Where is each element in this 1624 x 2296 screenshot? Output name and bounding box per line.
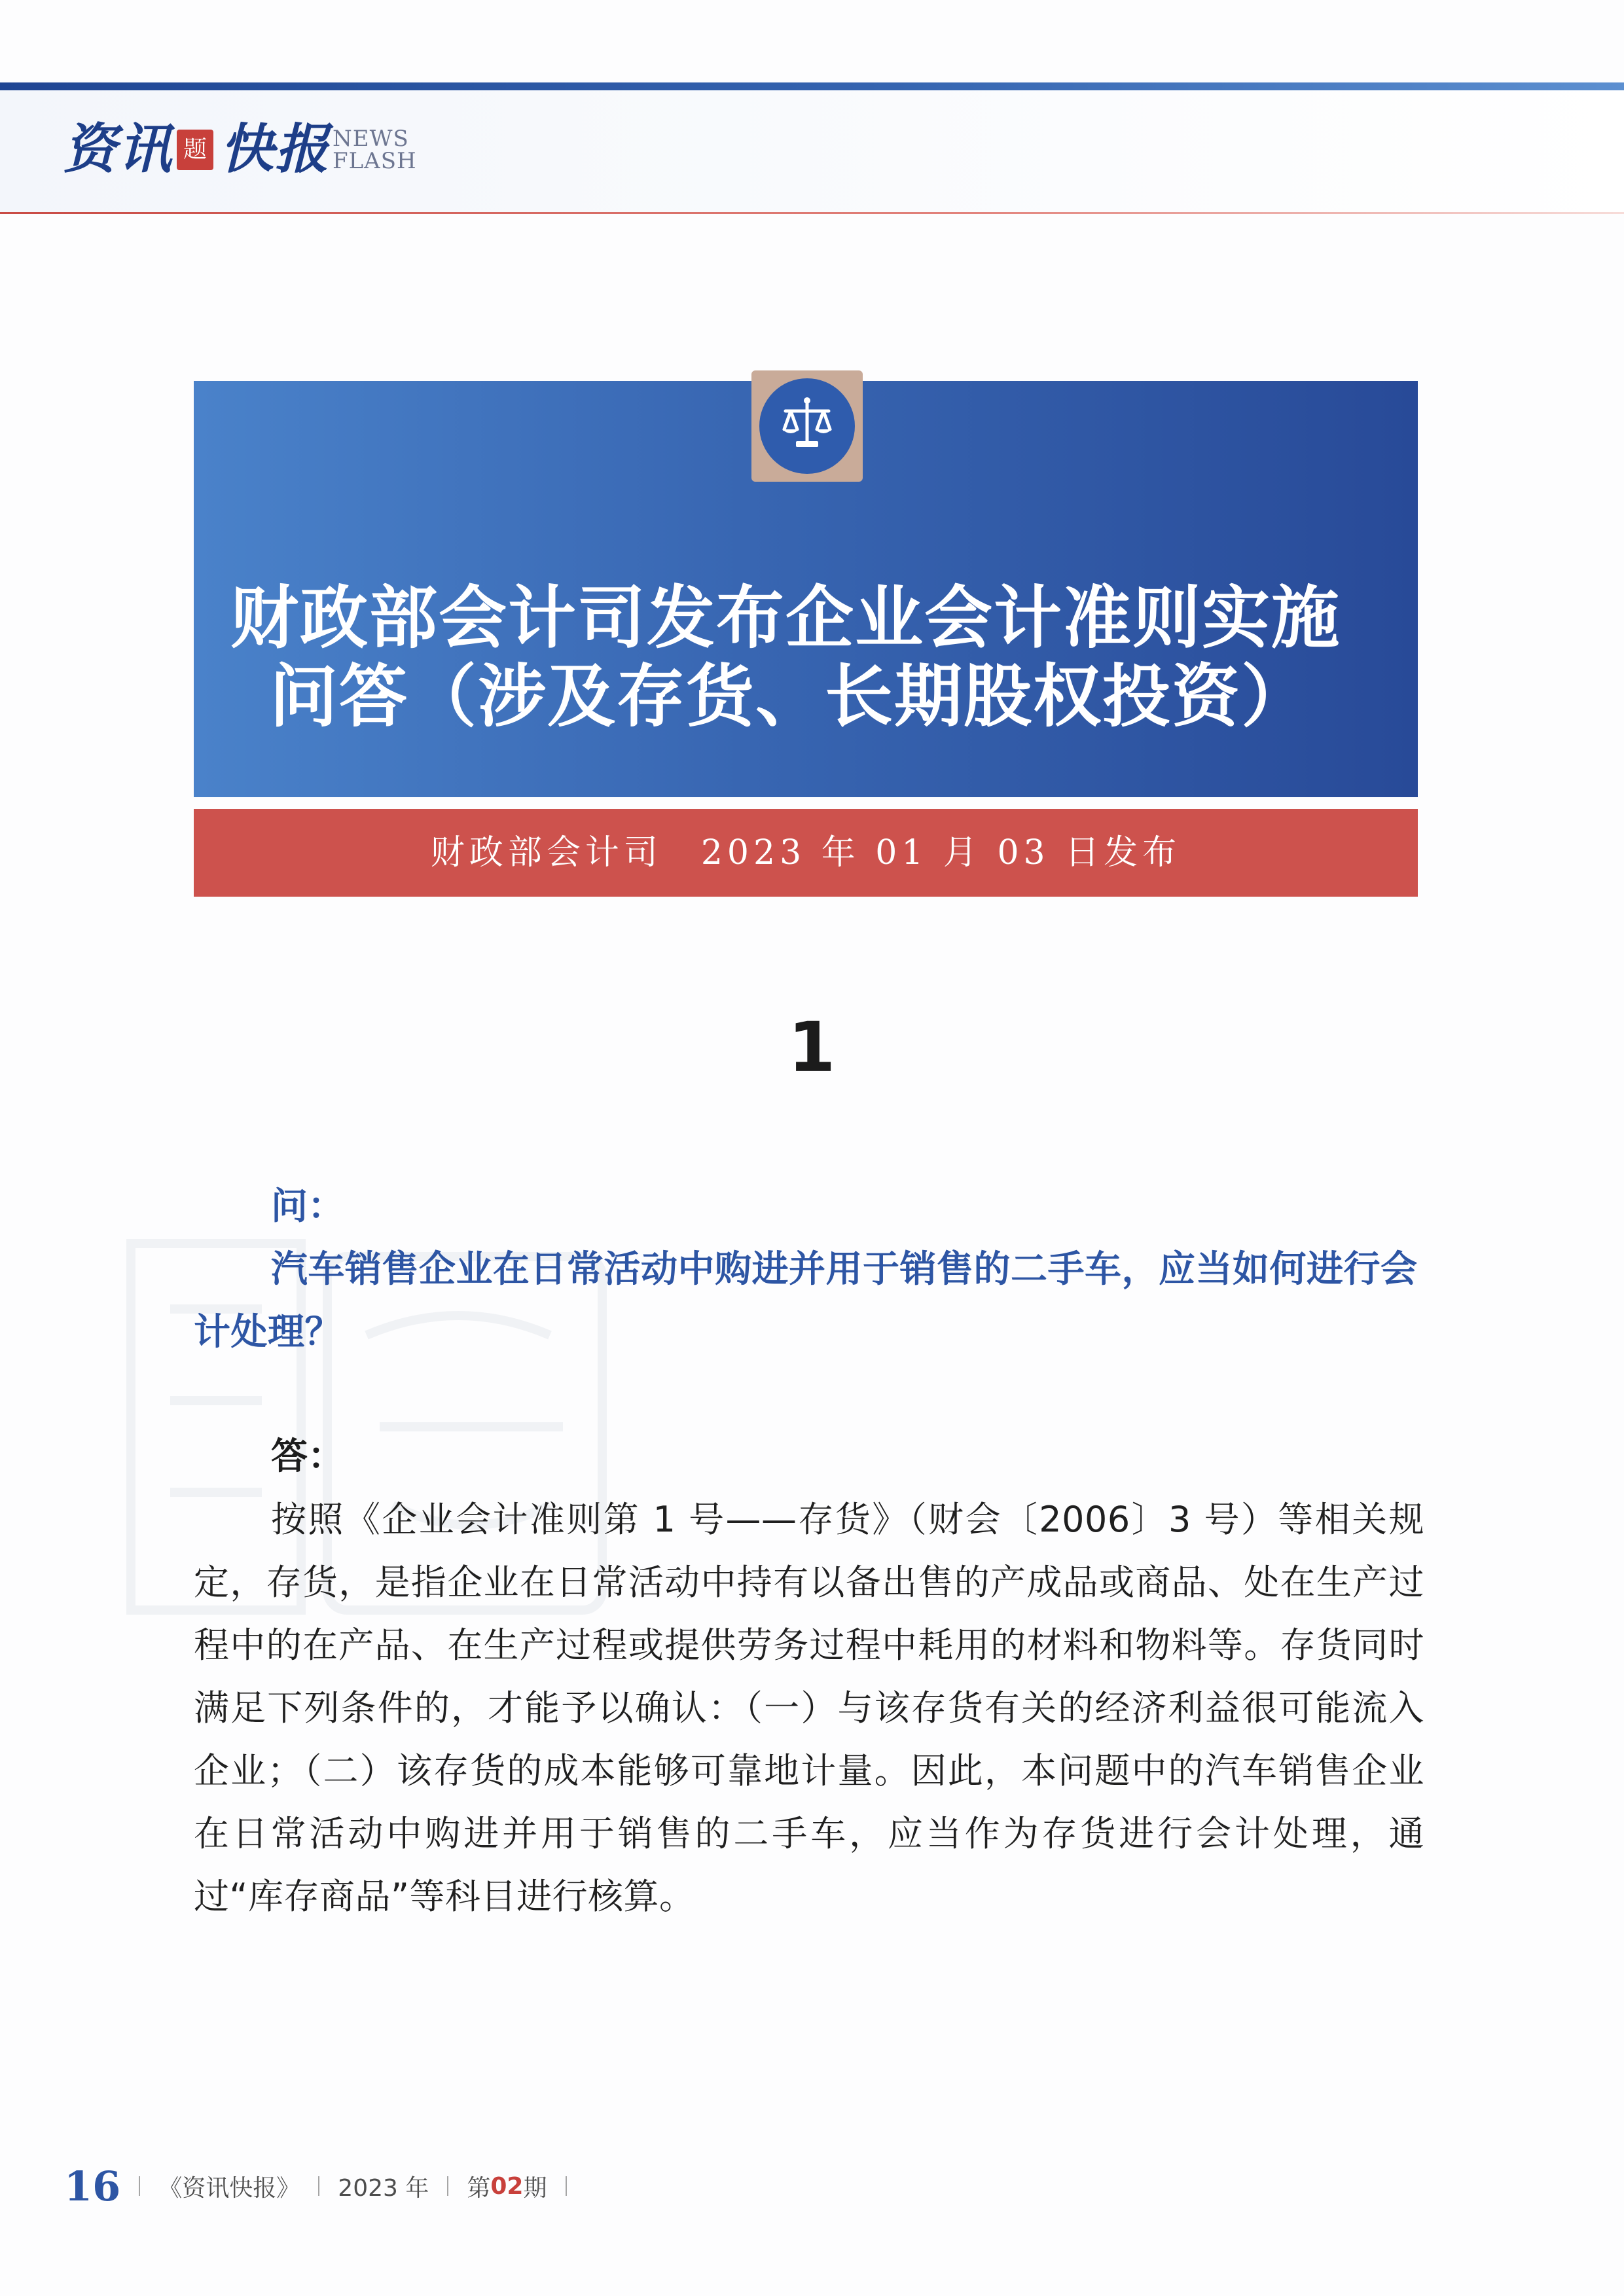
page-footer (64, 2160, 585, 2212)
answer-label: 答： (271, 1435, 344, 1478)
source-line: 财政部会计司 2023 年 01 月 03 日发布 (430, 833, 1182, 872)
page-number: 16 (64, 2162, 121, 2210)
header-bottom-rule (0, 212, 1624, 214)
footer-divider (566, 2176, 567, 2196)
footer-publication: 《资讯快报》 (158, 2174, 300, 2202)
header-top-rule (0, 82, 1624, 90)
logo-seal: 题 (177, 130, 213, 170)
section-number: 1 (787, 1007, 836, 1087)
logo-english-line2: FLASH (333, 148, 417, 174)
title-line-2: 问答（涉及存货、长期股权投资） (270, 656, 1311, 736)
footer-divider (318, 2176, 319, 2196)
footer-issue-suffix: 期 (523, 2174, 547, 2202)
footer-divider (139, 2176, 140, 2196)
footer-issue-prefix: 第 (467, 2174, 491, 2202)
title-line-1: 财政部会计司发布企业会计准则实施 (230, 578, 1341, 658)
question-label: 问： (271, 1185, 344, 1228)
logo-text-part2: 快报 (220, 118, 330, 181)
footer-year: 2023 年 (338, 2174, 429, 2202)
answer-text: 按照《企业会计准则第 1 号——存货》（财会〔2006〕3 号）等相关规定，存货，是指企业在日常活动中持有以备出售的产成品或商品、处在生产过程中的在产品、在生产过程或提供劳务过程中耗用的材料和物料等。存货同时满足下列条件的，才能予以确认：（一）与该存货有关的经济利益很可能流入企业；（二）该存货的成本能够可靠地计量。因此，本问题中的汽车销售企业在日常活动中购进并用于销售的二手车，应当作为存货进行会计处理，通过“库存商品”等科目进行核算。 (194, 1499, 1424, 1917)
footer-issue-number: 02 (490, 2172, 524, 2200)
logo-english-line1: NEWS (333, 126, 409, 152)
scale-of-justice-icon (776, 394, 838, 456)
question-text: 汽车销售企业在日常活动中购进并用于销售的二手车，应当如何进行会计处理？ (194, 1248, 1418, 1354)
footer-divider (447, 2176, 448, 2196)
logo-text-part1: 资讯 (63, 118, 173, 181)
